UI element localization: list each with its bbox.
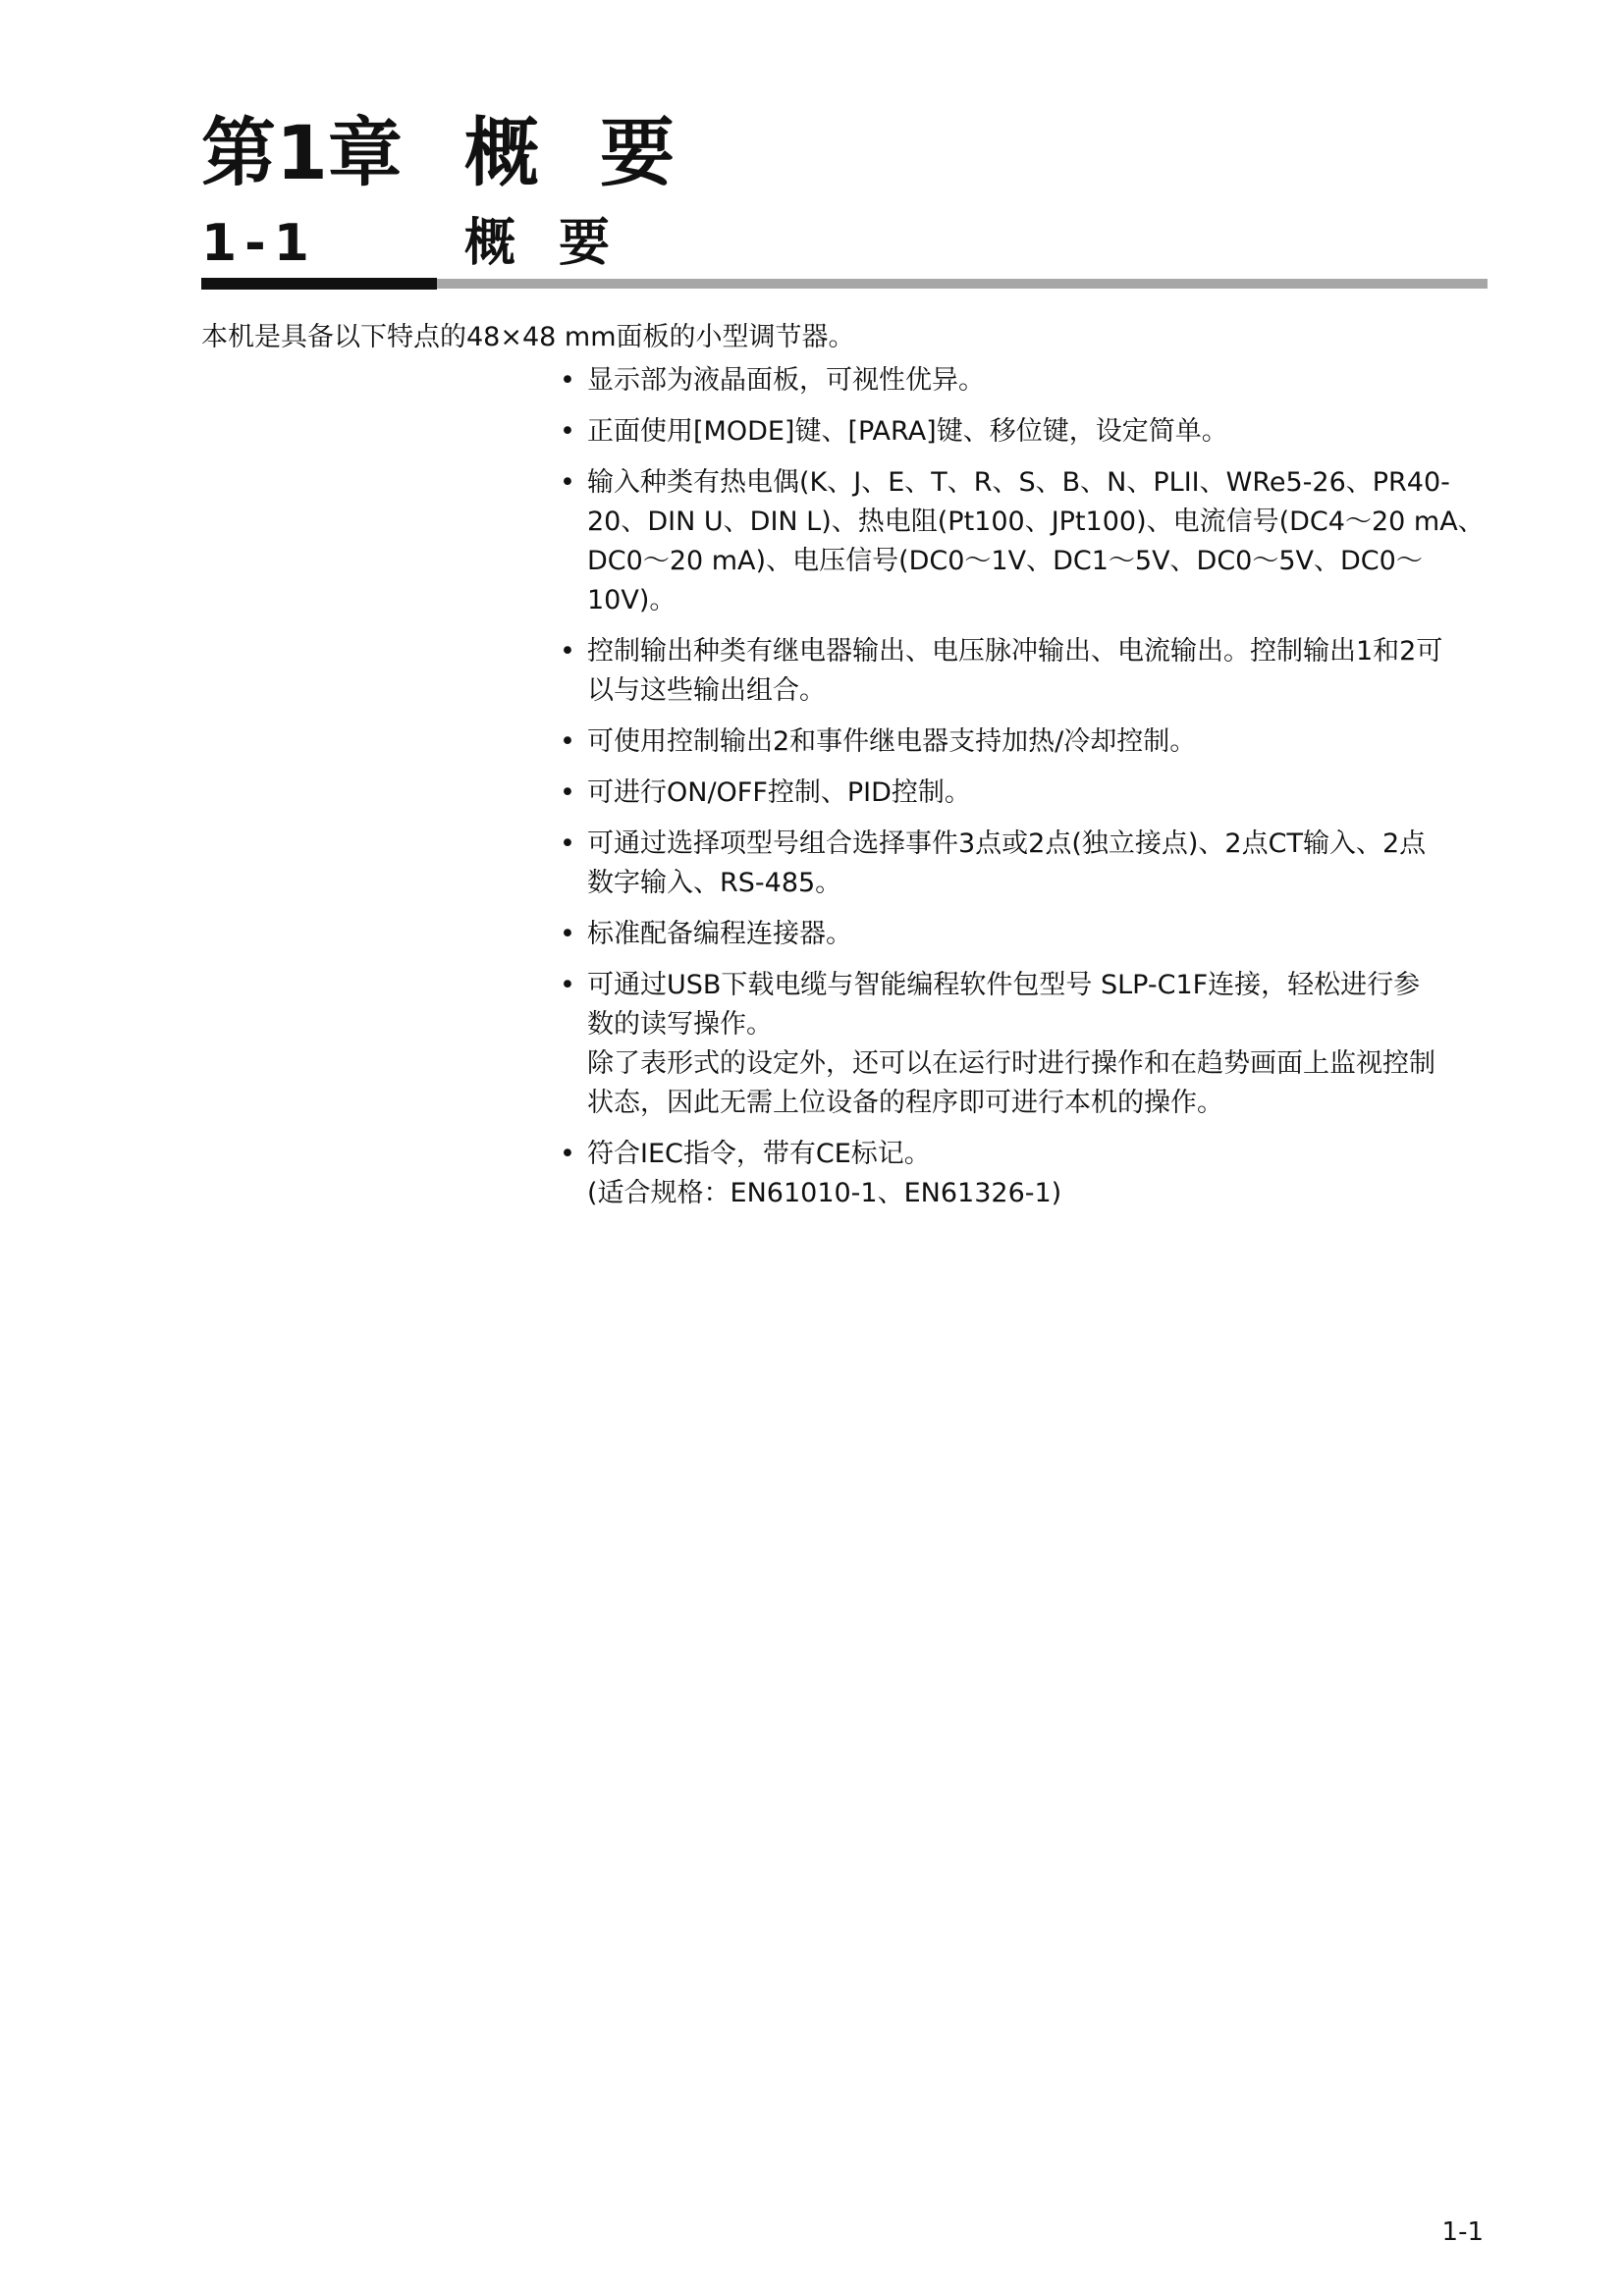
bullet-icon: •	[560, 919, 575, 949]
intro-paragraph: 本机是具备以下特点的48×48 mm面板的小型调节器。	[201, 322, 855, 352]
feature-line: 可通过USB下载电缆与智能编程软件包型号 SLP-C1F连接，轻松进行参	[587, 970, 1421, 1000]
feature-item	[558, 412, 1489, 452]
feature-line: 可进行ON/OFF控制、PID控制。	[587, 777, 971, 808]
feature-item	[558, 825, 1489, 903]
feature-line: 符合IEC指令，带有CE标记。	[587, 1139, 931, 1169]
chapter-name: 概要	[464, 109, 735, 196]
feature-line: 状态，因此无需上位设备的程序即可进行本机的操作。	[587, 1088, 1223, 1118]
feature-line: 可使用控制输出2和事件继电器支持加热/冷却控制。	[587, 726, 1197, 757]
feature-line: (适合规格：EN61010-1、EN61326-1)	[587, 1178, 1062, 1208]
feature-line: 数的读写操作。	[587, 1009, 773, 1040]
feature-line: 正面使用[MODE]键、[PARA]键、移位键，设定简单。	[587, 416, 1228, 447]
feature-line: 10V)。	[587, 585, 677, 615]
feature-item	[558, 1135, 1489, 1213]
bullet-icon: •	[560, 1139, 575, 1169]
bullet-icon: •	[560, 467, 575, 498]
heading-rule-light	[437, 279, 1488, 289]
feature-line: 控制输出种类有继电器输出、电压脉冲输出、电流输出。控制输出1和2可	[587, 636, 1443, 667]
feature-item	[558, 463, 1489, 620]
feature-line: 标准配备编程连接器。	[587, 919, 852, 949]
bullet-icon: •	[560, 416, 575, 447]
feature-line: 以与这些输出组合。	[587, 675, 826, 706]
section-number: 1-1	[201, 214, 317, 273]
feature-line: 20、DIN U、DIN L)、热电阻(Pt100、JPt100)、电流信号(DC4～20 mA、	[587, 507, 1485, 537]
chapter-number: 第1章	[201, 109, 403, 196]
feature-line: 数字输入、RS-485。	[587, 868, 842, 898]
bullet-icon: •	[560, 828, 575, 859]
bullet-icon: •	[560, 636, 575, 667]
feature-item	[558, 632, 1489, 711]
section-name: 概要	[464, 214, 654, 273]
page-number: 1-1	[1441, 2217, 1484, 2247]
feature-line: 除了表形式的设定外，还可以在运行时进行操作和在趋势画面上监视控制	[587, 1048, 1435, 1079]
bullet-icon: •	[560, 365, 575, 396]
feature-line: 显示部为液晶面板，可视性优异。	[587, 365, 985, 396]
feature-item	[558, 774, 1489, 813]
feature-list	[558, 361, 1489, 1225]
bullet-icon: •	[560, 970, 575, 1000]
feature-item	[558, 915, 1489, 954]
feature-line: DC0～20 mA)、电压信号(DC0～1V、DC1～5V、DC0～5V、DC0～	[587, 546, 1423, 576]
bullet-icon: •	[560, 777, 575, 808]
section-heading	[201, 214, 654, 273]
bullet-icon: •	[560, 726, 575, 757]
feature-item	[558, 361, 1489, 400]
feature-line: 可通过选择项型号组合选择事件3点或2点(独立接点)、2点CT输入、2点	[587, 828, 1427, 859]
chapter-heading	[201, 109, 735, 196]
heading-rule-dark	[201, 278, 437, 290]
feature-item	[558, 722, 1489, 762]
feature-line: 输入种类有热电偶(K、J、E、T、R、S、B、N、PLII、WRe5-26、PR40-	[587, 467, 1450, 498]
feature-item	[558, 966, 1489, 1123]
